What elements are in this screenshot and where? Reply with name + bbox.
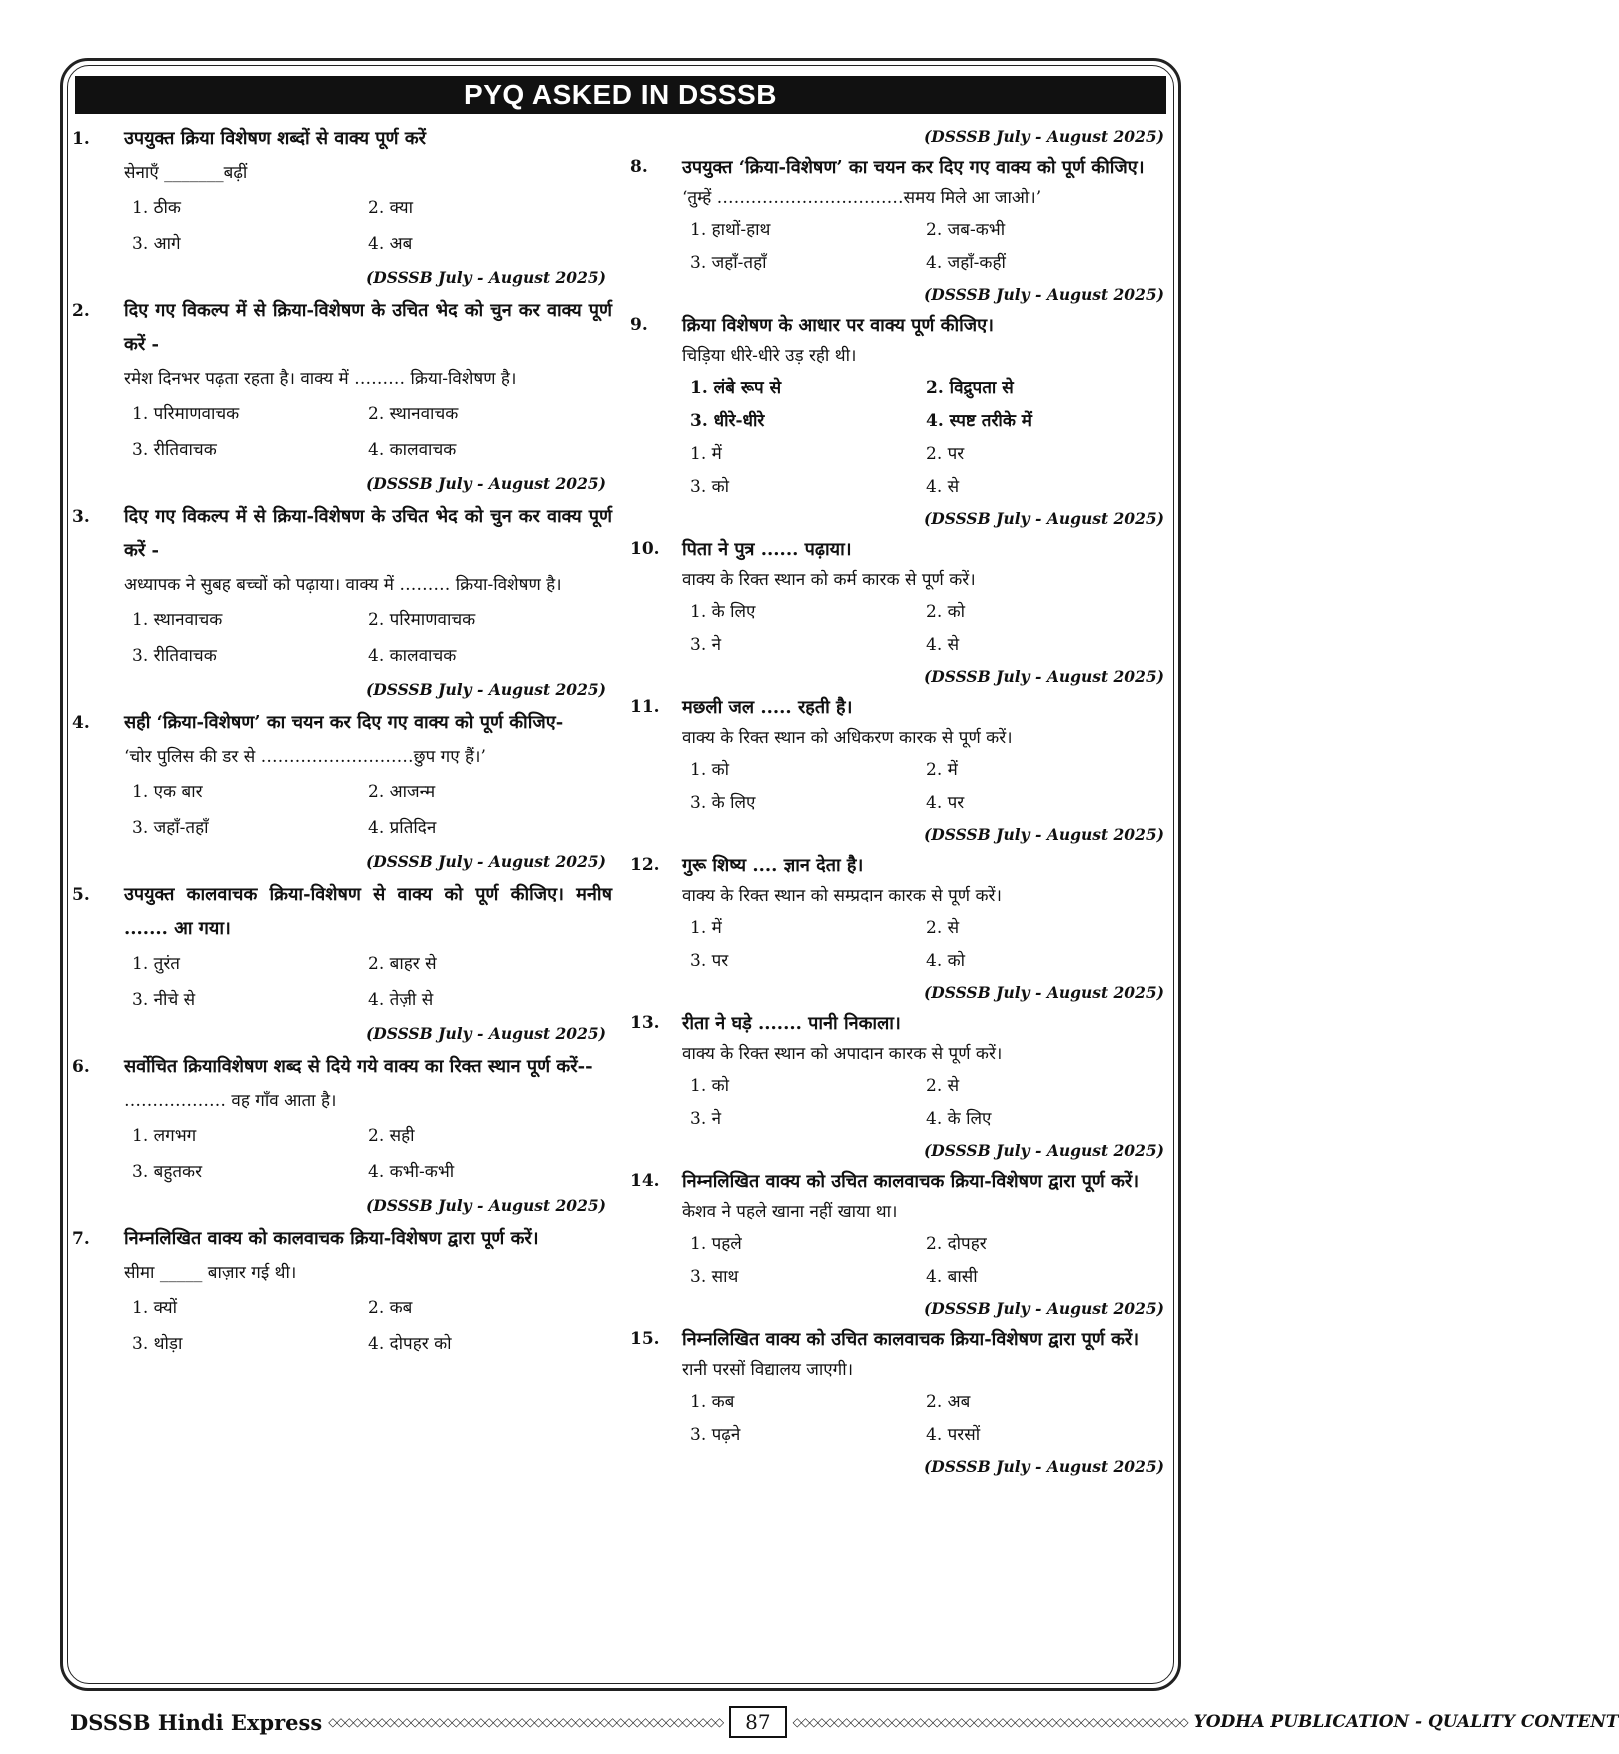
- option: 2. विद्रुपता से: [926, 378, 1014, 398]
- question-number: 13.: [630, 1013, 660, 1033]
- publisher-tagline: YODHA PUBLICATION - QUALITY CONTENT: [1193, 1712, 1619, 1732]
- option: 2. बाहर से: [368, 954, 437, 974]
- options-grid: [630, 214, 1170, 280]
- question-4: [72, 706, 612, 878]
- exam-source-tag: (DSSSB July - August 2025): [923, 667, 1164, 686]
- options-grid: [630, 438, 1170, 504]
- question-7: [72, 1222, 612, 1362]
- option: 2. अब: [926, 1392, 971, 1412]
- question-sentence: चिड़िया धीरे-धीरे उड़ रही थी।: [682, 346, 857, 366]
- bold-options-grid: [630, 372, 1170, 438]
- question-8: [630, 152, 1170, 310]
- exam-source-tag: (DSSSB July - August 2025): [923, 983, 1164, 1002]
- exam-source-tag: (DSSSB July - August 2025): [365, 680, 606, 699]
- option: 1. लगभग: [132, 1126, 197, 1146]
- exam-source-tag: (DSSSB July - August 2025): [365, 852, 606, 871]
- options-grid: [72, 602, 612, 674]
- question-sentence: अध्यापक ने सुबह बच्चों को पढ़ाया। वाक्य में ……… क्रिया-विशेषण है।: [124, 575, 562, 595]
- question-text: सर्वोचित क्रियाविशेषण शब्द से दिये गये वाक्य का रिक्त स्थान पूर्ण करें--: [124, 1056, 593, 1077]
- option: 3. थोड़ा: [132, 1334, 183, 1354]
- question-sentence: सेनाएँ _______बढ़ीं: [124, 163, 248, 183]
- exam-source-tag: (DSSSB July - August 2025): [923, 825, 1164, 844]
- question-sentence: ‘तुम्हें ……………………………समय मिले आ जाओ।’: [682, 188, 1042, 208]
- question-sentence: वाक्य के रिक्त स्थान को कर्म कारक से पूर्ण करें।: [682, 570, 976, 590]
- question-number: 12.: [630, 855, 660, 875]
- question-text: निम्नलिखित वाक्य को उचित कालवाचक क्रिया-विशेषण द्वारा पूर्ण करें।: [682, 1329, 1140, 1350]
- option: 1. कब: [690, 1392, 735, 1412]
- question-sentence: वाक्य के रिक्त स्थान को सम्प्रदान कारक से पूर्ण करें।: [682, 886, 1002, 906]
- option: 1. पहले: [690, 1234, 742, 1254]
- option: 4. कभी-कभी: [368, 1162, 455, 1182]
- option: 2. दोपहर: [926, 1234, 987, 1254]
- option: 3. को: [690, 477, 730, 497]
- question-5: [72, 878, 612, 1050]
- option: 2. आजन्म: [368, 782, 436, 802]
- question-12: [630, 850, 1170, 1008]
- options-grid: [72, 774, 612, 846]
- option: 1. एक बार: [132, 782, 203, 802]
- option: 1. स्थानवाचक: [132, 610, 223, 630]
- question-sentence: सीमा _____ बाज़ार गई थी।: [124, 1263, 297, 1283]
- options-grid: [72, 1290, 612, 1362]
- option: 3. पर: [690, 951, 729, 971]
- options-grid: [630, 754, 1170, 820]
- option: 3. जहाँ-तहाँ: [690, 253, 767, 273]
- option: 3. जहाँ-तहाँ: [132, 818, 209, 838]
- option: 2. में: [926, 760, 958, 780]
- question-number: 15.: [630, 1329, 660, 1349]
- option: 2. परिमाणवाचक: [368, 610, 476, 630]
- question-number: 9.: [630, 315, 648, 335]
- option: 3. रीतिवाचक: [132, 440, 217, 460]
- question-9: [630, 310, 1170, 534]
- question-number: 2.: [72, 301, 90, 321]
- question-sentence: ‘चोर पुलिस की डर से ………………………छुप गए हैं।’: [124, 747, 486, 767]
- option: 2. से: [926, 918, 960, 938]
- options-grid: [630, 1070, 1170, 1136]
- option: 3. ने: [690, 635, 722, 655]
- section-banner: PYQ ASKED IN DSSSB: [75, 76, 1166, 114]
- question-text: पिता ने पुत्र ...... पढ़ाया।: [682, 539, 852, 560]
- option: 3. आगे: [132, 234, 181, 254]
- options-grid: [72, 946, 612, 1018]
- question-number: 3.: [72, 507, 90, 527]
- option: 4. तेज़ी से: [368, 990, 434, 1010]
- page-footer: [70, 1706, 1619, 1738]
- question-text: उपयुक्त क्रिया विशेषण शब्दों से वाक्य पूर्ण करें: [124, 128, 427, 149]
- exam-source-tag: (DSSSB July - August 2025): [365, 268, 606, 287]
- options-grid: [72, 396, 612, 468]
- options-grid: [630, 1386, 1170, 1452]
- option: 1. लंबे रूप से: [690, 378, 782, 398]
- option: 2. जब-कभी: [926, 220, 1006, 240]
- exam-source-tag: (DSSSB July - August 2025): [365, 1024, 606, 1043]
- options-grid: [630, 1228, 1170, 1294]
- option: 3. रीतिवाचक: [132, 646, 217, 666]
- question-sentence: केशव ने पहले खाना नहीं खाया था।: [682, 1202, 898, 1222]
- question-14: [630, 1166, 1170, 1324]
- question-text: उपयुक्त कालवाचक क्रिया-विशेषण से वाक्य को पूर्ण कीजिए। मनीष ....... आ गया।: [124, 884, 612, 939]
- question-text: निम्नलिखित वाक्य को कालवाचक क्रिया-विशेषण द्वारा पूर्ण करें।: [124, 1228, 539, 1249]
- question-number: 8.: [630, 157, 648, 177]
- exam-source-tag: (DSSSB July - August 2025): [365, 1196, 606, 1215]
- question-text: दिए गए विकल्प में से क्रिया-विशेषण के उचित भेद को चुन कर वाक्य पूर्ण करें -: [124, 300, 612, 355]
- question-text: रीता ने घड़े ....... पानी निकाला।: [682, 1013, 901, 1034]
- book-title: DSSSB Hindi Express: [70, 1709, 323, 1735]
- option: 2. को: [926, 602, 966, 622]
- exam-source-tag: (DSSSB July - August 2025): [365, 474, 606, 493]
- question-text: निम्नलिखित वाक्य को उचित कालवाचक क्रिया-विशेषण द्वारा पूर्ण करें।: [682, 1171, 1140, 1192]
- exam-source-tag: (DSSSB July - August 2025): [923, 285, 1164, 304]
- question-10: [630, 534, 1170, 692]
- exam-source-tag: (DSSSB July - August 2025): [923, 1141, 1164, 1160]
- option: 3. के लिए: [690, 793, 756, 813]
- option: 1. में: [690, 444, 722, 464]
- option: 1. परिमाणवाचक: [132, 404, 240, 424]
- option: 4. पर: [926, 793, 965, 813]
- option: 3. धीरे-धीरे: [690, 411, 765, 431]
- right-column: [630, 122, 1170, 1482]
- option: 2. से: [926, 1076, 960, 1096]
- question-11: [630, 692, 1170, 850]
- options-grid: [630, 912, 1170, 978]
- option: 2. सही: [368, 1126, 415, 1146]
- option: 3. नीचे से: [132, 990, 196, 1010]
- option: 1. ठीक: [132, 198, 181, 218]
- question-text: सही ‘क्रिया-विशेषण’ का चयन कर दिए गए वाक्य को पूर्ण कीजिए-: [124, 712, 564, 733]
- question-number: 10.: [630, 539, 660, 559]
- options-grid: [630, 596, 1170, 662]
- option: 4. दोपहर को: [368, 1334, 452, 1354]
- option: 1. में: [690, 918, 722, 938]
- question-sentence: ……………… वह गाँव आता है।: [124, 1091, 337, 1111]
- option: 4. कालवाचक: [368, 440, 457, 460]
- question-number: 7.: [72, 1229, 90, 1249]
- option: 3. पढ़ने: [690, 1425, 741, 1445]
- option: 4. कालवाचक: [368, 646, 457, 666]
- options-grid: [72, 1118, 612, 1190]
- option: 4. के लिए: [926, 1109, 992, 1129]
- question-text: मछली जल ..... रहती है।: [682, 697, 853, 718]
- question-text: गुरू शिष्य .... ज्ञान देता है।: [682, 855, 864, 876]
- option: 4. को: [926, 951, 966, 971]
- option: 2. स्थानवाचक: [368, 404, 459, 424]
- footer-ornament: ◇◇◇◇◇◇◇◇◇◇◇◇◇◇◇◇◇◇◇◇◇◇◇◇◇◇◇◇◇◇◇◇◇◇◇◇◇◇◇◇◇◇◇◇◇◇◇◇: [328, 1715, 724, 1729]
- exam-source-tag: (DSSSB July - August 2025): [923, 509, 1164, 528]
- option: 4. बासी: [926, 1267, 978, 1287]
- option: 4. जहाँ-कहीं: [926, 253, 1006, 273]
- question-sentence: रमेश दिनभर पढ़ता रहता है। वाक्य में ……… क्रिया-विशेषण है।: [124, 369, 517, 389]
- option: 3. ने: [690, 1109, 722, 1129]
- question-text: दिए गए विकल्प में से क्रिया-विशेषण के उचित भेद को चुन कर वाक्य पूर्ण करें -: [124, 506, 612, 561]
- question-text: उपयुक्त ‘क्रिया-विशेषण’ का चयन कर दिए गए वाक्य को पूर्ण कीजिए।: [682, 157, 1145, 178]
- question-6: [72, 1050, 612, 1222]
- option: 4. से: [926, 477, 960, 497]
- question-text: क्रिया विशेषण के आधार पर वाक्य पूर्ण कीजिए।: [682, 315, 994, 336]
- option: 1. तुरंत: [132, 954, 180, 974]
- question-13: [630, 1008, 1170, 1166]
- question-sentence: वाक्य के रिक्त स्थान को अधिकरण कारक से पूर्ण करें।: [682, 728, 1013, 748]
- option: 1. क्यों: [132, 1298, 177, 1318]
- question-number: 4.: [72, 713, 90, 733]
- left-column: [72, 122, 612, 1362]
- option: 4. से: [926, 635, 960, 655]
- option: 3. साथ: [690, 1267, 739, 1287]
- exam-source-tag: (DSSSB July - August 2025): [923, 1299, 1164, 1318]
- option: 2. क्या: [368, 198, 413, 218]
- footer-ornament: ◇◇◇◇◇◇◇◇◇◇◇◇◇◇◇◇◇◇◇◇◇◇◇◇◇◇◇◇◇◇◇◇◇◇◇◇◇◇◇◇◇◇◇◇◇◇◇◇: [792, 1715, 1188, 1729]
- question-number: 11.: [630, 697, 660, 717]
- option: 1. हाथों-हाथ: [690, 220, 771, 240]
- question-1: [72, 122, 612, 294]
- option: 1. के लिए: [690, 602, 756, 622]
- option: 1. को: [690, 1076, 730, 1096]
- question-number: 6.: [72, 1057, 90, 1077]
- option: 4. स्पष्ट तरीके में: [926, 411, 1032, 431]
- option: 2. पर: [926, 444, 965, 464]
- question-sentence: वाक्य के रिक्त स्थान को अपादान कारक से पूर्ण करें।: [682, 1044, 1003, 1064]
- question-number: 5.: [72, 885, 90, 905]
- question-15: [630, 1324, 1170, 1482]
- question-number: 14.: [630, 1171, 660, 1191]
- option: 4. परसों: [926, 1425, 981, 1445]
- option: 2. कब: [368, 1298, 413, 1318]
- exam-source-tag: (DSSSB July - August 2025): [923, 1457, 1164, 1476]
- option: 4. प्रतिदिन: [368, 818, 437, 838]
- question-2: [72, 294, 612, 500]
- option: 1. को: [690, 760, 730, 780]
- question-sentence: रानी परसों विद्यालय जाएगी।: [682, 1360, 854, 1380]
- options-grid: [72, 190, 612, 262]
- page-number: 87: [729, 1706, 786, 1738]
- question-3: [72, 500, 612, 706]
- exam-source-tag: (DSSSB July - August 2025): [923, 127, 1164, 146]
- question-number: 1.: [72, 129, 90, 149]
- option: 4. अब: [368, 234, 413, 254]
- option: 3. बहुतकर: [132, 1162, 203, 1182]
